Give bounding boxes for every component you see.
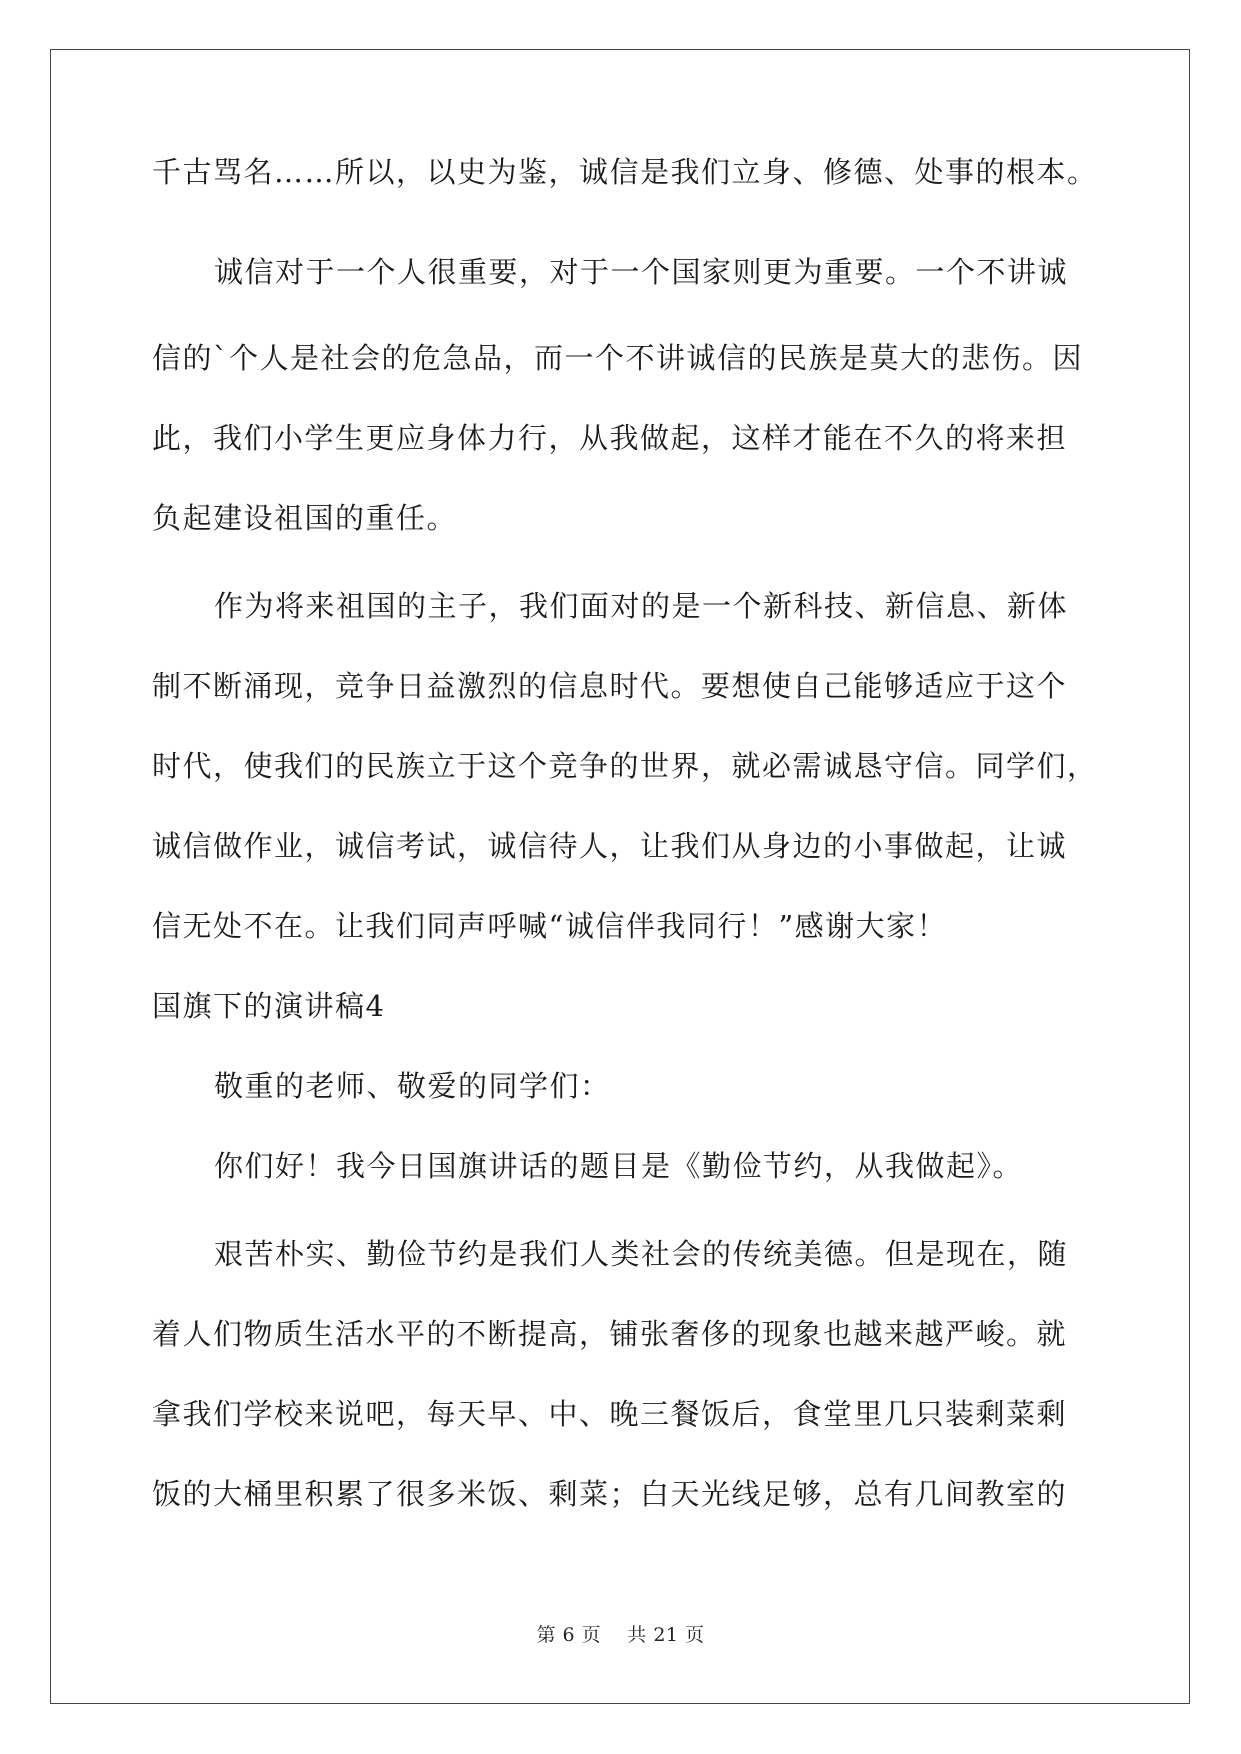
text-line: 信的`个人是社会的危急品，而一个不讲诚信的民族是莫大的悲伤。因 (152, 341, 1084, 375)
text-line: 作为将来祖国的主子，我们面对的是一个新科技、新信息、新体 (214, 589, 1069, 623)
text-line: 千古骂名……所以，以史为鉴，诚信是我们立身、修德、处事的根本。 (152, 155, 1098, 189)
text-line: 制不断涌现，竞争日益激烈的信息时代。要想使自己能够适应于这个 (152, 669, 1068, 703)
text-line: 诚信做作业，诚信考试，诚信待人，让我们从身边的小事做起，让诚 (152, 829, 1068, 863)
text-line: 艰苦朴实、勤俭节约是我们人类社会的传统美德。但是现在，随 (214, 1237, 1069, 1271)
page-number-footer: 第 6 页 共 21 页 (536, 1624, 705, 1646)
text-line: 饭的大桶里积累了很多米饭、剩菜；白天光线足够，总有几间教室的 (152, 1477, 1068, 1511)
page-frame (50, 49, 1190, 1704)
text-line: 你们好！我今日国旗讲话的题目是《勤俭节约，从我做起》。 (214, 1149, 1024, 1183)
text-line: 拿我们学校来说吧，每天早、中、晚三餐饭后，食堂里几只装剩菜剩 (152, 1397, 1068, 1431)
text-line: 着人们物质生活水平的不断提高，铺张奢侈的现象也越来越严峻。就 (152, 1317, 1068, 1351)
section-heading: 国旗下的演讲稿4 (152, 989, 386, 1023)
text-line: 此，我们小学生更应身体力行，从我做起，这样才能在不久的将来担 (152, 421, 1068, 455)
text-line: 诚信对于一个人很重要，对于一个国家则更为重要。一个不讲诚 (214, 255, 1069, 289)
text-line: 时代，使我们的民族立于这个竞争的世界，就必需诚恳守信。同学们， (152, 749, 1098, 783)
salutation: 敬重的老师、敬爱的同学们： (214, 1069, 611, 1103)
text-line: 负起建设祖国的重任。 (152, 501, 458, 535)
text-line: 信无处不在。让我们同声呼喊“诚信伴我同行！”感谢大家！ (152, 909, 948, 943)
